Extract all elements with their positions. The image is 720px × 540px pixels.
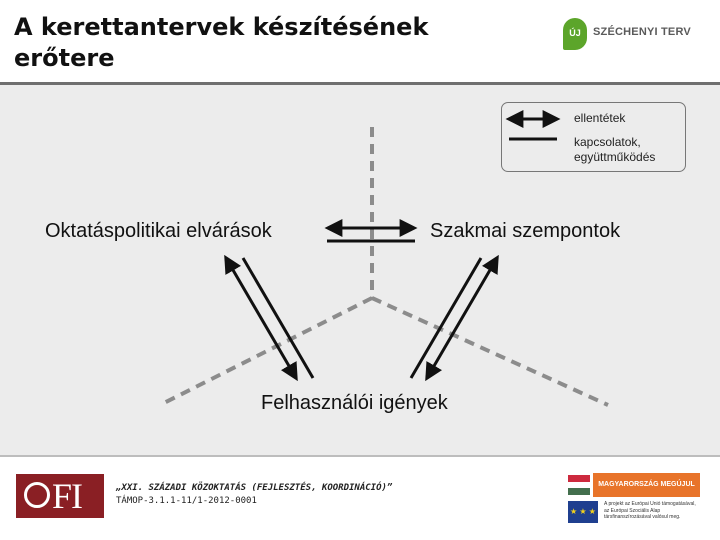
ofi-circle-icon (24, 482, 50, 508)
node-user-needs: Felhasználói igények (261, 392, 448, 414)
hungarian-flag-icon (568, 475, 590, 495)
slide-title: A kerettantervek készítésének erőtere (14, 13, 429, 72)
legend-opposition-label: ellentétek (574, 111, 626, 125)
magyarorszag-megujul-logo (568, 473, 700, 497)
legend-cooperation-label: kapcsolatok, együttműködés (574, 135, 656, 164)
hungary-banner: MAGYARORSZÁG MEGÚJUL (593, 473, 700, 497)
eu-support-logo (568, 500, 700, 526)
szechenyi-logo-text: SZÉCHENYI TERV (593, 26, 691, 38)
ofi-logo-text: FI (52, 476, 83, 516)
footer-project-code: TÁMOP-3.1.1-11/1-2012-0001 (116, 496, 257, 506)
ofi-logo (16, 474, 104, 518)
node-professional-aspects: Szakmai szempontok (430, 220, 621, 242)
footer-project-title: „XXI. SZÁZADI KÖZOKTATÁS (FEJLESZTÉS, KOORDINÁCIÓ)” (116, 483, 393, 493)
eu-support-text: A projekt az Európai Unió támogatásával, az Európai Szociális Alap társfinanszírozásával valósul meg. (604, 501, 696, 520)
szechenyi-badge: ÚJ (563, 18, 587, 50)
node-education-policy: Oktatáspolitikai elvárások (45, 220, 272, 242)
eu-flag-icon: ★ ★ ★ (568, 501, 598, 523)
footer-project-info (116, 483, 392, 507)
